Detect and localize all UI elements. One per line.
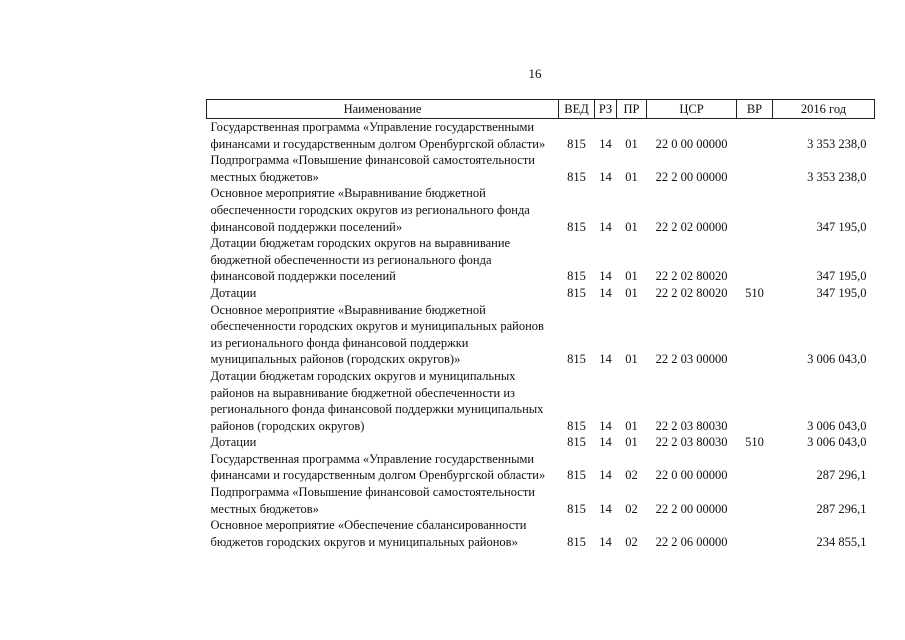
row-vr-cell: 510 [745,435,764,450]
row-vr-cell: 510 [745,285,764,300]
row-pr-cell: 01 [625,352,638,367]
row-vr-cell [737,484,773,517]
table-body [207,119,875,551]
table-row [207,285,875,302]
row-pr-cell: 01 [625,435,638,450]
row-amount-cell: 347 195,0 [816,285,867,300]
row-ved-cell: 815 [567,269,586,284]
row-amount-cell: 3 006 043,0 [807,418,867,433]
row-name-cell: Подпрограмма «Повышение финансовой самостоятельности местных бюджетов» [210,153,535,184]
row-vr-cell [737,152,773,185]
row-pr-cell: 01 [625,418,638,433]
row-pr-cell: 01 [625,269,638,284]
row-rz-cell: 14 [599,418,612,433]
row-csr-cell: 22 2 03 80030 [655,418,728,433]
table-row [207,235,875,285]
row-rz-cell: 14 [599,136,612,151]
row-name-cell: Государственная программа «Управление государственными финансами и государственным долгом Оренбургской области» [210,120,546,151]
row-csr-cell: 22 2 03 00000 [655,352,728,367]
row-vr-cell [737,451,773,484]
row-amount-cell: 3 006 043,0 [807,435,867,450]
row-pr-cell: 02 [625,534,638,549]
row-name-cell: Дотации бюджетам городских округов и муниципальных районов на выравнивание бюджетной обеспеченности из регионального фонда финансовой поддержки муниципальных районов (городских округов) [210,368,544,433]
row-name-cell: Подпрограмма «Повышение финансовой самостоятельности местных бюджетов» [210,485,535,516]
row-amount-cell: 287 296,1 [816,501,867,516]
row-amount-cell: 234 855,1 [816,534,867,549]
header-rz: РЗ [595,100,617,119]
row-ved-cell: 815 [567,136,586,151]
row-amount-cell: 3 353 238,0 [807,169,867,184]
row-amount-cell: 3 353 238,0 [807,136,867,151]
row-vr-cell [737,119,773,153]
table-row [207,302,875,368]
row-pr-cell: 02 [625,501,638,516]
row-csr-cell: 22 2 06 00000 [655,534,728,549]
table-row [207,368,875,434]
row-name-cell: Государственная программа «Управление государственными финансами и государственным долгом Оренбургской области» [210,451,546,483]
row-rz-cell: 14 [599,501,612,516]
row-ved-cell: 815 [567,501,586,516]
row-rz-cell: 14 [599,285,612,300]
row-csr-cell: 22 2 02 80020 [655,269,728,284]
row-pr-cell: 01 [625,169,638,184]
row-amount-cell: 287 296,1 [816,468,867,483]
row-rz-cell: 14 [599,534,612,549]
row-vr-cell [737,368,773,434]
budget-table [206,99,875,550]
row-rz-cell: 14 [599,219,612,234]
row-ved-cell: 815 [567,468,586,483]
row-csr-cell: 22 0 00 00000 [655,468,728,483]
header-name: Наименование [207,100,559,119]
header-pr: ПР [617,100,647,119]
table-row [207,152,875,185]
row-ved-cell: 815 [567,285,586,300]
table-row [207,185,875,235]
header-year: 2016 год [773,100,875,119]
row-csr-cell: 22 2 02 80020 [655,285,728,300]
header-csr: ЦСР [647,100,737,119]
row-vr-cell [737,302,773,368]
row-csr-cell: 22 2 03 80030 [655,435,728,450]
row-vr-cell [737,185,773,235]
row-rz-cell: 14 [599,435,612,450]
row-name-cell: Дотации [210,285,257,300]
row-vr-cell [737,517,773,550]
row-ved-cell: 815 [567,435,586,450]
page-number: 16 [528,66,542,81]
row-vr-cell [737,235,773,285]
row-rz-cell: 14 [599,352,612,367]
table-header-row [207,100,875,119]
row-name-cell: Основное мероприятие «Выравнивание бюджетной обеспеченности городских округов из регионального фонда финансовой поддержки поселений» [210,186,530,234]
row-rz-cell: 14 [599,269,612,284]
row-name-cell: Дотации бюджетам городских округов на выравнивание бюджетной обеспеченности из регионального фонда финансовой поддержки поселений [210,236,511,284]
row-csr-cell: 22 2 02 00000 [655,219,728,234]
row-csr-cell: 22 0 00 00000 [655,136,728,151]
table-row [207,517,875,550]
table-row [207,484,875,517]
row-name-cell: Дотации [210,435,257,450]
row-name-cell: Основное мероприятие «Обеспечение сбалансированности бюджетов городских округов и муниципальных районов» [210,518,527,549]
row-csr-cell: 22 2 00 00000 [655,169,728,184]
row-rz-cell: 14 [599,169,612,184]
row-ved-cell: 815 [567,418,586,433]
table-row [207,434,875,451]
row-amount-cell: 3 006 043,0 [807,352,867,367]
table-row [207,451,875,484]
table-row [207,119,875,153]
row-amount-cell: 347 195,0 [816,219,867,234]
row-name-cell: Основное мероприятие «Выравнивание бюджетной обеспеченности городских округов и муниципальных районов из регионального фонда финансовой поддержки муниципальных районов (городских округов)» [210,302,544,367]
row-ved-cell: 815 [567,219,586,234]
row-pr-cell: 02 [625,468,638,483]
row-pr-cell: 01 [625,285,638,300]
row-csr-cell: 22 2 00 00000 [655,501,728,516]
header-vr: ВР [737,100,773,119]
row-pr-cell: 01 [625,219,638,234]
row-rz-cell: 14 [599,468,612,483]
row-amount-cell: 347 195,0 [816,269,867,284]
row-ved-cell: 815 [567,352,586,367]
header-ved: ВЕД [559,100,595,119]
row-ved-cell: 815 [567,169,586,184]
row-pr-cell: 01 [625,136,638,151]
row-ved-cell: 815 [567,534,586,549]
